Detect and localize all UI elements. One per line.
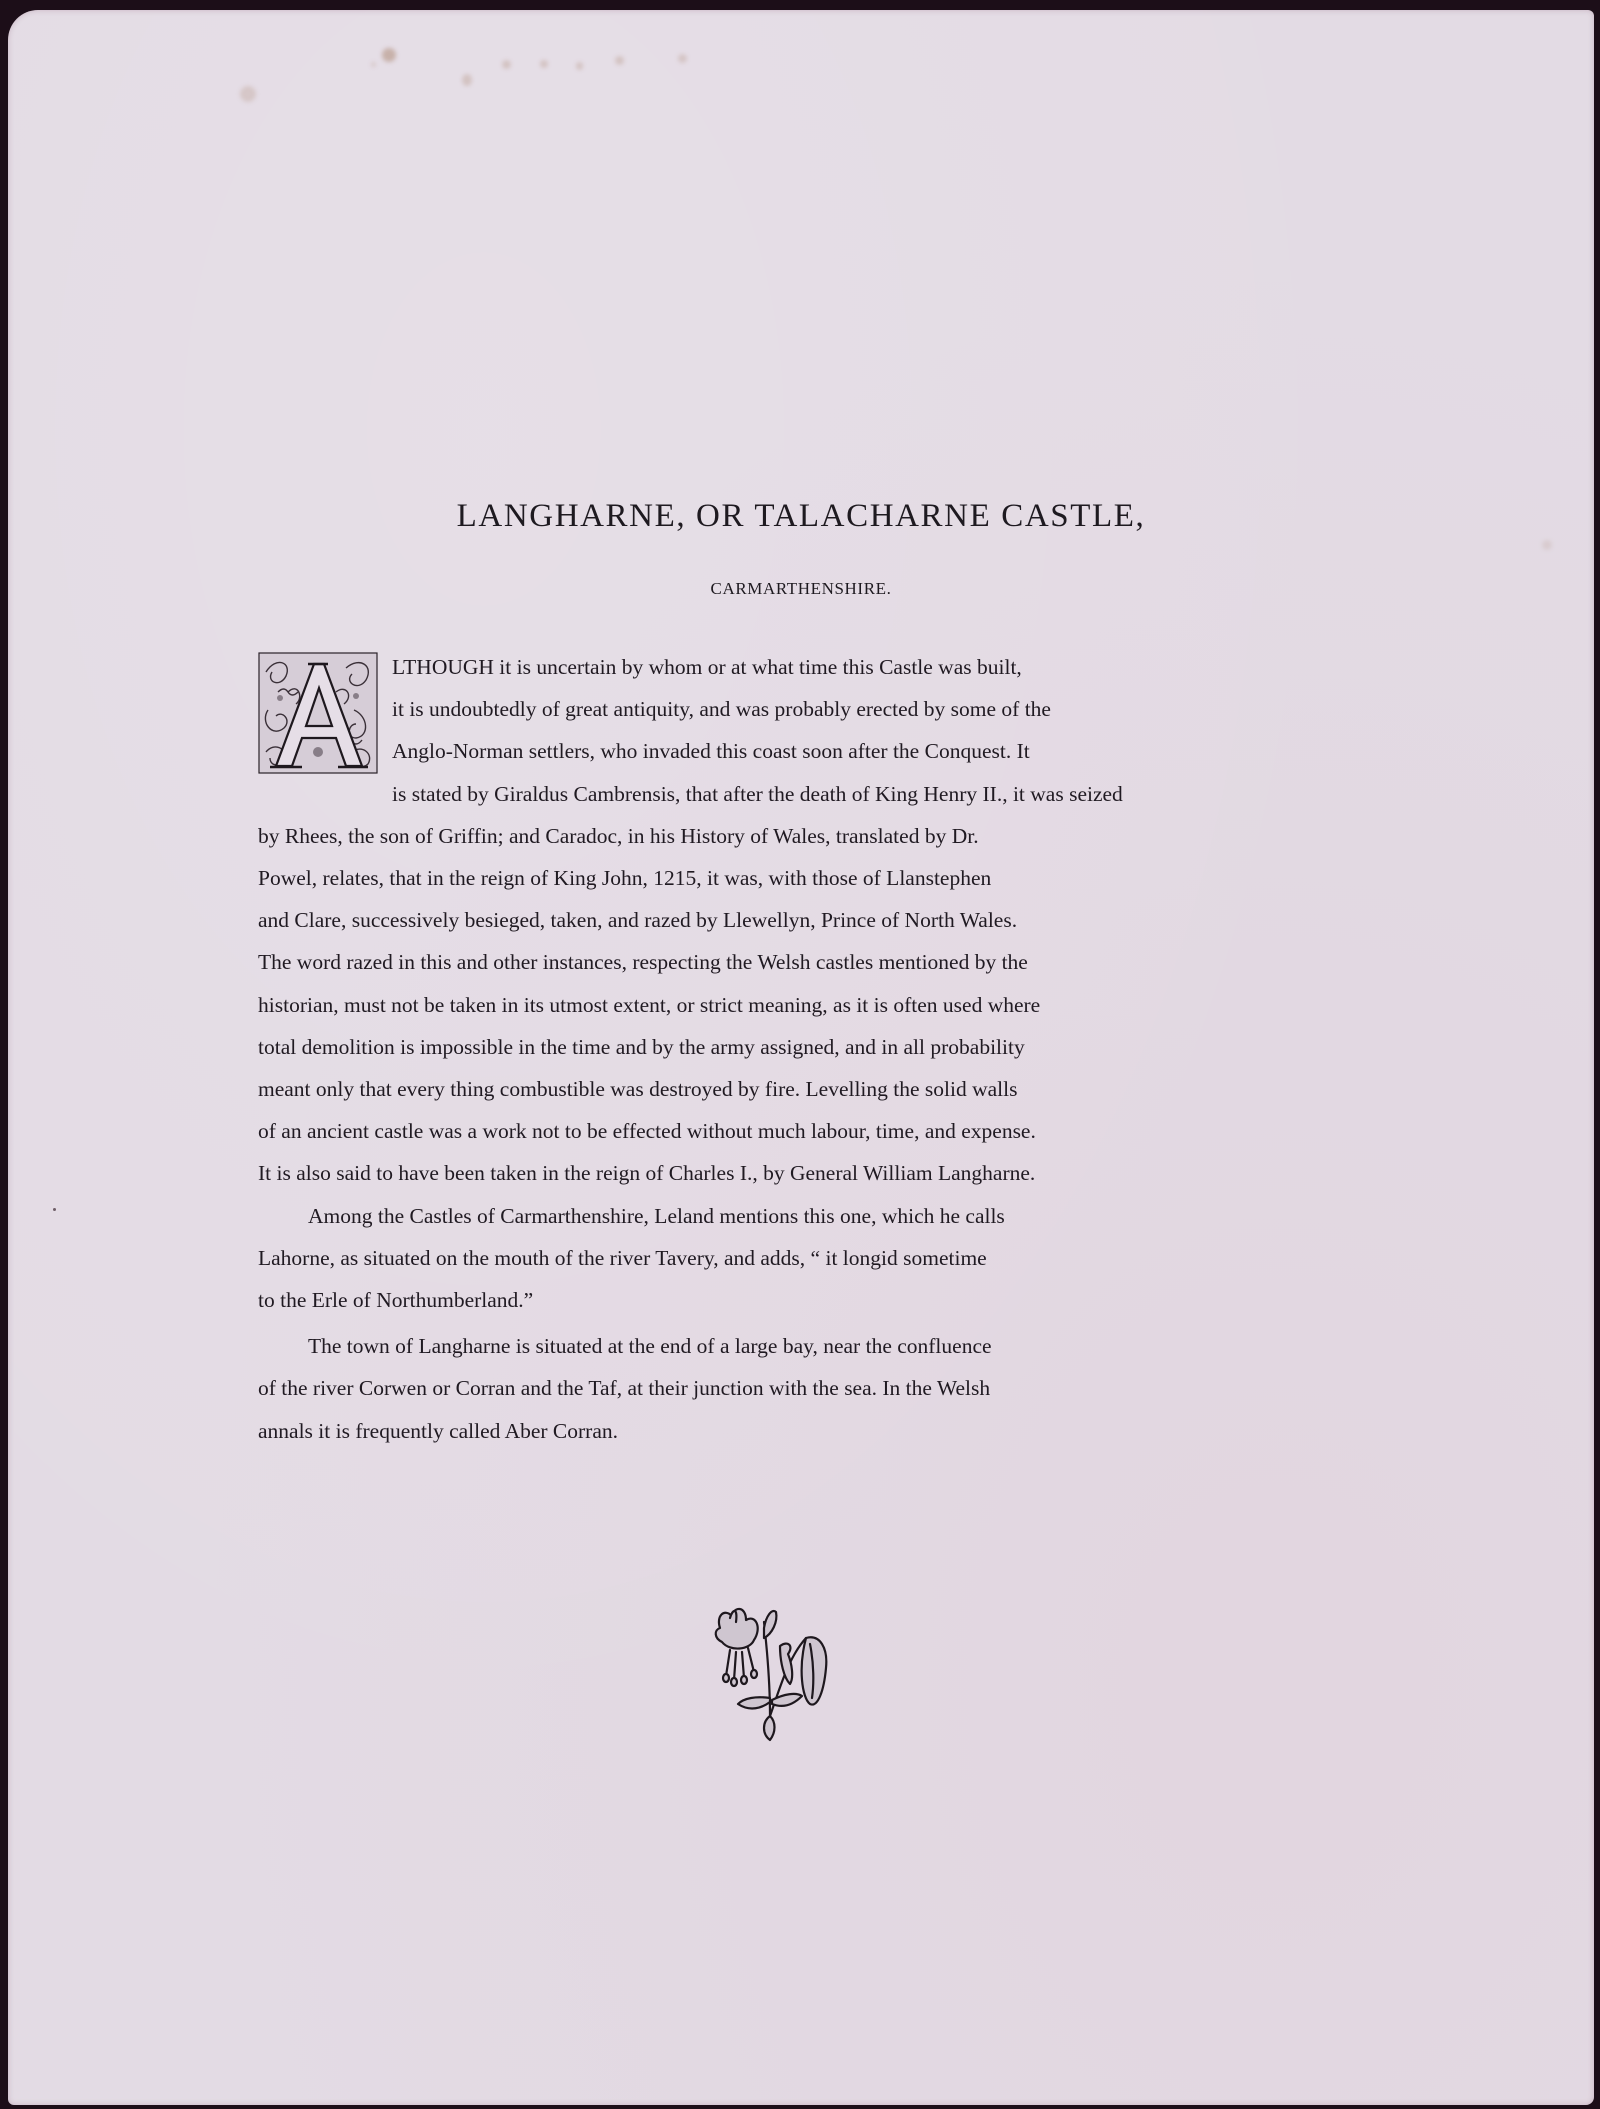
text-line: Powel, relates, that in the reign of King John, 1215, it was, with those of Llanstephen [258,866,992,891]
page-title: LANGHARNE, OR TALACHARNE CASTLE, [456,498,1146,534]
text-line: it is undoubtedly of great antiquity, and was probably erected by some of the [392,697,1051,722]
foxing-stain [540,60,548,68]
text-line: Anglo-Norman settlers, who invaded this coast soon after the Conquest. It [392,739,1030,764]
book-page [8,10,1594,2105]
foxing-stain [615,56,624,65]
text-line: It is also said to have been taken in the reign of Charles I., by General William Langharne. [258,1161,1036,1186]
foxing-stain [1542,540,1552,550]
text-line: total demolition is impossible in the time and by the army assigned, and in all probability [258,1034,1025,1059]
text-line: The town of Langharne is situated at the end of a large bay, near the confluence [308,1334,992,1359]
text-line: Among the Castles of Carmarthenshire, Leland mentions this one, which he calls [308,1203,1005,1228]
text-line: is stated by Giraldus Cambrensis, that after the death of King Henry II., it was seized [392,781,1123,806]
decorated-initial-icon [258,652,378,774]
speck [53,1208,56,1211]
foxing-stain [576,62,583,70]
paragraph-2 [258,1195,1266,1322]
foxing-stain [240,86,256,102]
text-line: to the Erle of Northumberland.” [258,1288,534,1313]
foxing-stain [382,48,396,62]
text-line: annals it is frequently called Aber Corran. [258,1418,619,1443]
text-line: by Rhees, the son of Griffin; and Caradoc, in his History of Wales, translated by Dr. [258,823,979,848]
foxing-stain [502,60,511,69]
body-text [258,646,1266,1452]
text-line: The word razed in this and other instances, respecting the Welsh castles mentioned by the [258,950,1028,975]
paragraph-1 [258,646,1266,1195]
paragraph-3 [258,1325,1266,1452]
text-line: meant only that every thing combustible was destroyed by fire. Levelling the solid walls [258,1077,1018,1102]
foxing-stain [462,74,472,86]
dropcap-initial-a [258,652,378,774]
page-subtitle: CARMARTHENSHIRE. [710,579,892,598]
lily-flower-vignette-icon [696,1598,846,1748]
text-line: historian, must not be taken in its utmost extent, or strict meaning, as it is often used where [258,992,1041,1017]
text-line: of the river Corwen or Corran and the Taf, at their junction with the sea. In the Welsh [258,1376,991,1401]
foxing-stain [678,54,687,63]
text-line: Lahorne, as situated on the mouth of the river Tavery, and adds, “ it longid sometime [258,1245,987,1270]
foxing-stain [371,62,376,67]
text-line: of an ancient castle was a work not to be effected without much labour, time, and expense. [258,1119,1036,1144]
text-line: and Clare, successively besieged, taken, and razed by Llewellyn, Prince of North Wales. [258,908,1018,933]
text-line: LTHOUGH it is uncertain by whom or at what time this Castle was built, [392,655,1022,679]
